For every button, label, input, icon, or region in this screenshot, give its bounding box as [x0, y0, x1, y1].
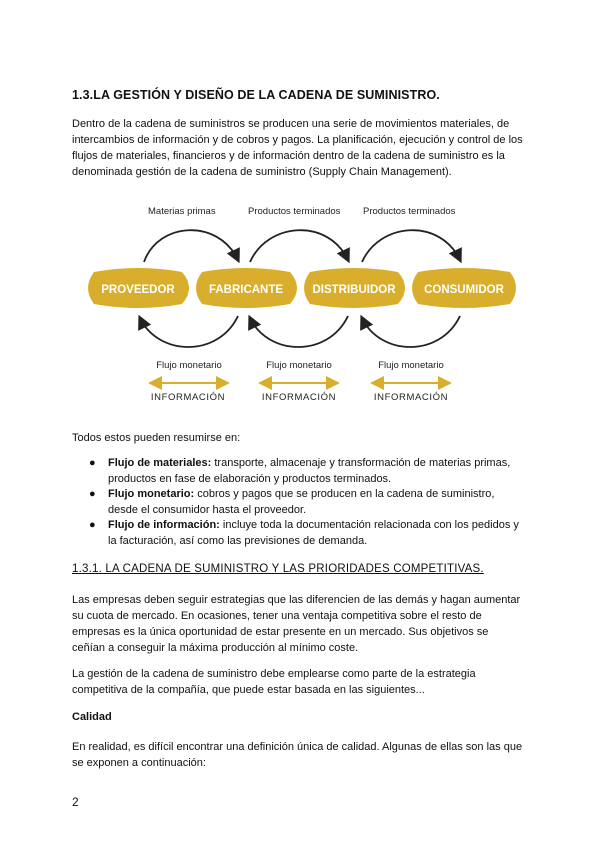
- text-line: se exponen a continuación:: [72, 757, 206, 769]
- top-label: Productos terminados: [248, 206, 341, 217]
- strategy-paragraph: [72, 592, 532, 656]
- node-distribuidor: [304, 268, 405, 308]
- flow-list: [72, 456, 532, 549]
- supply-chain-diagram: [78, 200, 518, 412]
- node-label: FABRICANTE: [208, 284, 284, 296]
- node-label: DISTRIBUIDOR: [312, 284, 396, 296]
- list-item: [72, 518, 532, 549]
- node-label: CONSUMIDOR: [424, 284, 504, 296]
- money-flow-arrow: [140, 316, 238, 347]
- text-line: la facturación, así como las previsiones de demanda.: [108, 534, 368, 547]
- text-line: flujos de materiales, financieros y de información dentro de la cadena de suministro es la: [72, 150, 505, 162]
- top-label: Productos terminados: [363, 206, 456, 217]
- subsection-heading: 1.3.1. LA CADENA DE SUMINISTRO Y LAS PRIORIDADES COMPETITIVAS.: [72, 563, 484, 575]
- summary-intro: Todos estos pueden resumirse en:: [72, 432, 241, 444]
- bullet-text: transporte, almacenaje y transformación de materias primas,: [211, 457, 511, 469]
- text-line: ceñían a conseguir la máxima producción al mínimo coste.: [72, 642, 359, 654]
- text-line: productos en fase de elaboración y productos terminados.: [108, 472, 392, 485]
- bullet-term: Flujo de información:: [108, 519, 220, 531]
- list-item: [72, 487, 532, 518]
- text-line: La gestión de la cadena de suministro debe emplearse como parte de la estrategia: [72, 668, 476, 680]
- material-flow-arrow: [144, 230, 238, 262]
- text-line: Dentro de la cadena de suministros se producen una serie de movimientos materiales, de: [72, 118, 510, 130]
- text-line: su cuota de mercado. En ocasiones, tener una ventaja competitiva sobre el resto de: [72, 610, 482, 622]
- money-flow-arrow: [362, 316, 460, 347]
- supply-chain-svg: [78, 200, 518, 412]
- text-line: Las empresas deben seguir estrategias que las diferencien de las demás y hagan aumentar: [72, 594, 521, 606]
- text-line: denominada gestión de la cadena de suministro (Supply Chain Management).: [72, 166, 452, 178]
- text-line: intercambios de información y de cobros y pagos. La planificación, ejecución y control de los: [72, 134, 523, 146]
- info-label: INFORMACIÓN: [261, 392, 337, 403]
- bullet-icon: ●: [89, 457, 96, 469]
- bottom-label: Flujo monetario: [266, 360, 332, 371]
- material-flow-arrow: [250, 230, 348, 262]
- text-line: [108, 518, 532, 534]
- competitive-paragraph: [72, 666, 532, 698]
- material-flow-arrow: [362, 230, 460, 262]
- quality-paragraph: [72, 739, 532, 771]
- text-line: [108, 456, 532, 472]
- bullet-text: incluye toda la documentación relacionada con los pedidos y: [219, 519, 519, 531]
- text-line: En realidad, es difícil encontrar una definición única de calidad. Algunas de ellas son las que: [72, 741, 523, 753]
- bottom-label: Flujo monetario: [156, 360, 222, 371]
- node-proveedor: [88, 268, 189, 308]
- page-number: 2: [72, 795, 79, 809]
- quality-heading: Calidad: [72, 711, 112, 723]
- bullet-text: cobros y pagos que se producen en la cadena de suministro,: [194, 488, 495, 500]
- money-flow-arrow: [250, 316, 348, 347]
- node-label: PROVEEDOR: [101, 284, 175, 296]
- info-label: INFORMACIÓN: [373, 392, 449, 403]
- bullet-term: Flujo monetario:: [108, 488, 195, 500]
- text-line: desde el consumidor hasta el proveedor.: [108, 503, 307, 516]
- section-heading: 1.3.LA GESTIÓN Y DISEÑO DE LA CADENA DE SUMINISTRO.: [72, 88, 440, 102]
- text-line: [108, 487, 532, 503]
- bullet-term: Flujo de materiales:: [108, 457, 212, 469]
- list-item: [72, 456, 532, 487]
- bottom-label: Flujo monetario: [378, 360, 444, 371]
- intro-paragraph: [72, 116, 532, 180]
- bullet-icon: ●: [89, 519, 96, 531]
- top-label: Materias primas: [148, 206, 216, 217]
- bullet-icon: ●: [89, 488, 96, 500]
- node-consumidor: [412, 268, 516, 308]
- text-line: competitiva de la compañía, que puede estar basada en las siguientes...: [72, 684, 425, 696]
- text-line: empresas es la única oportunidad de estar presente en un mercado. Sus objetivos se: [72, 626, 489, 638]
- node-fabricante: [196, 268, 297, 308]
- info-label: INFORMACIÓN: [150, 392, 226, 403]
